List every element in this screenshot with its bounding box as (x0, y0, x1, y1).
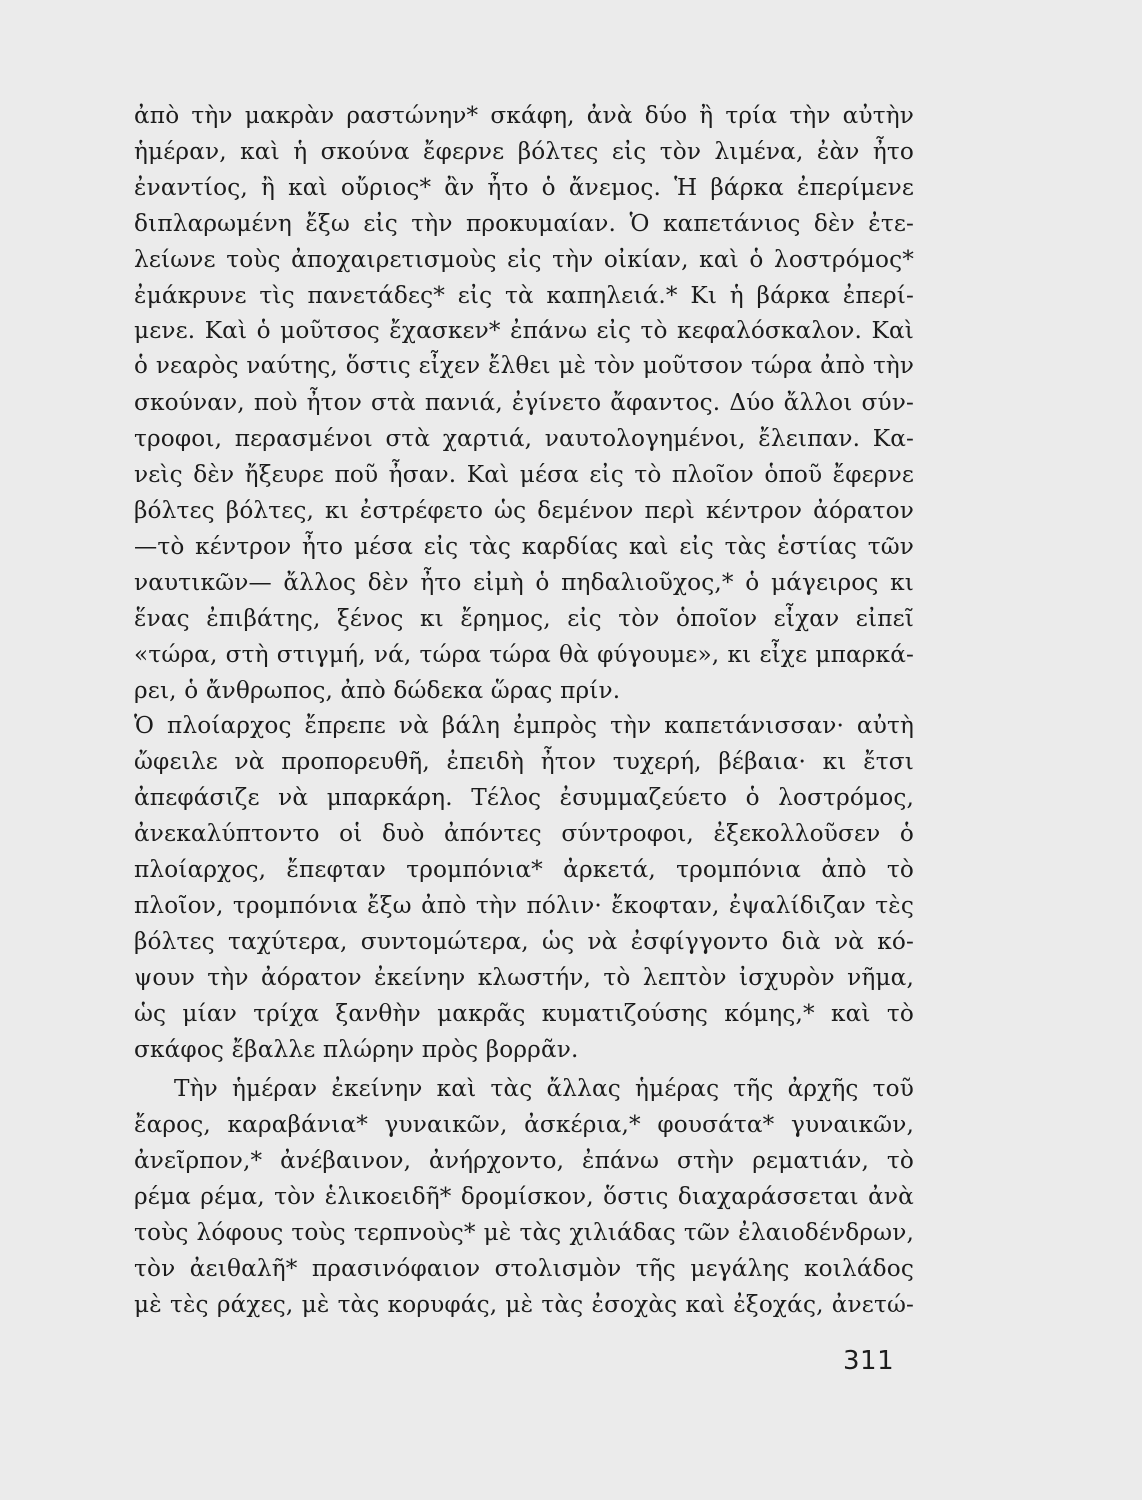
text-line: μὲ τὲς ράχες, μὲ τὰς κορυφάς, μὲ τὰς ἐσοχὰς καὶ ἐξοχάς, ἀνετώ- (134, 1290, 914, 1318)
text-line: —τὸ κέντρον ἦτο μέσα εἰς τὰς καρδίας καὶ εἰς τὰς ἑστίας τῶν (134, 532, 914, 560)
text-line: τοὺς λόφους τοὺς τερπνοὺς* μὲ τὰς χιλιάδας τῶν ἐλαιοδένδρων, (134, 1219, 914, 1247)
text-line: ὤφειλε νὰ προπορευθῆ, ἐπειδὴ ἦτον τυχερή, βέβαια· κι ἔτσι (134, 748, 914, 776)
text-line: ἔαρος, καραβάνια* γυναικῶν, ἀσκέρια,* φουσάτα* γυναικῶν, (134, 1111, 914, 1139)
text-line: ἀπεφάσιζε νὰ μπαρκάρη. Τέλος ἐσυμμαζεύετο ὁ λοστρόμος, (134, 784, 914, 812)
text-line: Τὴν ἡμέραν ἐκείνην καὶ τὰς ἄλλας ἡμέρας τῆς ἀρχῆς τοῦ (174, 1075, 914, 1103)
text-line: τὸν ἀειθαλῆ* πρασινόφαιον στολισμὸν τῆς μεγάλης κοιλάδος (134, 1255, 914, 1282)
paragraph-1 (134, 98, 914, 708)
text-line: βόλτες ταχύτερα, συντομώτερα, ὡς νὰ ἐσφίγγοντο διὰ νὰ κό- (134, 927, 914, 955)
body-text (134, 98, 914, 1323)
text-line: ὁ νεαρὸς ναύτης, ὅστις εἶχεν ἔλθει μὲ τὸν μοῦτσον τώρα ἀπὸ τὴν (134, 353, 914, 380)
text-line: ἐναντίος, ἢ καὶ οὔριος* ἂν ἦτο ὁ ἄνεμος. Ἡ βάρκα ἐπερίμενε (134, 173, 914, 201)
text-line: πλοίαρχος, ἔπεφταν τρομπόνια* ἀρκετά, τρομπόνια ἀπὸ τὸ (134, 856, 914, 884)
text-line: ἀπὸ τὴν μακρὰν ραστώνην* σκάφη, ἀνὰ δύο ἢ τρία τὴν αὐτὴν (134, 102, 914, 129)
paragraph-3 (134, 1071, 914, 1322)
paragraph-2 (134, 708, 914, 1067)
text-line: Ὁ πλοίαρχος ἔπρεπε νὰ βάλη ἐμπρὸς τὴν καπετάνισσαν· αὐτὴ (134, 712, 914, 740)
page-number: 311 (843, 1346, 895, 1376)
text-line: σκούναν, ποὺ ἦτον στὰ πανιά, ἐγίνετο ἄφαντος. Δύο ἄλλοι σύν- (134, 389, 914, 417)
text-line: ἡμέραν, καὶ ἡ σκούνα ἔφερνε βόλτες εἰς τὸν λιμένα, ἐὰν ἦτο (134, 137, 914, 165)
text-line: ναυτικῶν— ἄλλος δὲν ἦτο εἰμὴ ὁ πηδαλιοῦχος,* ὁ μάγειρος κι (134, 568, 914, 596)
text-line: πλοῖον, τρομπόνια ἔξω ἀπὸ τὴν πόλιν· ἔκοφταν, ἐψαλίδιζαν τὲς (134, 891, 914, 919)
text-line: ρέμα ρέμα, τὸν ἑλικοειδῆ* δρομίσκον, ὅστις διαχαράσσεται ἀνὰ (134, 1183, 914, 1211)
text-line: «τώρα, στὴ στιγμή, νά, τώρα τώρα θὰ φύγουμε», κι εἶχε μπαρκά- (134, 640, 914, 668)
text-line: ψουν τὴν ἀόρατον ἐκείνην κλωστήν, τὸ λεπτὸν ἰσχυρὸν νῆμα, (134, 963, 914, 991)
text-line: τροφοι, περασμένοι στὰ χαρτιά, ναυτολογημένοι, ἔλειπαν. Κα- (134, 425, 914, 453)
text-line: μενε. Καὶ ὁ μοῦτσος ἔχασκεν* ἐπάνω εἰς τὸ κεφαλόσκαλον. Καὶ (134, 317, 914, 345)
text-line: ὡς μίαν τρίχα ξανθὴν μακρᾶς κυματιζούσης κόμης,* καὶ τὸ (134, 999, 914, 1027)
text-line: ρει, ὁ ἄνθρωπος, ἀπὸ δώδεκα ὥρας πρίν. (134, 676, 621, 704)
text-line: διπλαρωμένη ἔξω εἰς τὴν προκυμαίαν. Ὁ καπετάνιος δὲν ἐτε- (134, 209, 914, 237)
text-line: ἀνεκαλύπτοντο οἱ δυὸ ἀπόντες σύντροφοι, ἐξεκολλοῦσεν ὁ (134, 820, 914, 848)
text-line: ἐμάκρυνε τὶς πανετάδες* εἰς τὰ καπηλειά.* Κι ἡ βάρκα ἐπερί- (134, 281, 914, 309)
text-line: νεὶς δὲν ἤξευρε ποῦ ἦσαν. Καὶ μέσα εἰς τὸ πλοῖον ὁποῦ ἔφερνε (134, 461, 914, 489)
text-line: σκάφος ἔβαλλε πλώρην πρὸς βορρᾶν. (134, 1035, 579, 1063)
text-line: βόλτες βόλτες, κι ἐστρέφετο ὡς δεμένον περὶ κέντρον ἀόρατον (134, 496, 914, 524)
text-line: ἕνας ἐπιβάτης, ξένος κι ἔρημος, εἰς τὸν ὁποῖον εἶχαν εἰπεῖ (134, 604, 914, 632)
text-line: ἀνεῖρπον,* ἀνέβαινον, ἀνήρχοντο, ἐπάνω στὴν ρεματιάν, τὸ (134, 1147, 914, 1175)
text-line: λείωνε τοὺς ἀποχαιρετισμοὺς εἰς τὴν οἰκίαν, καὶ ὁ λοστρόμος* (134, 245, 914, 273)
